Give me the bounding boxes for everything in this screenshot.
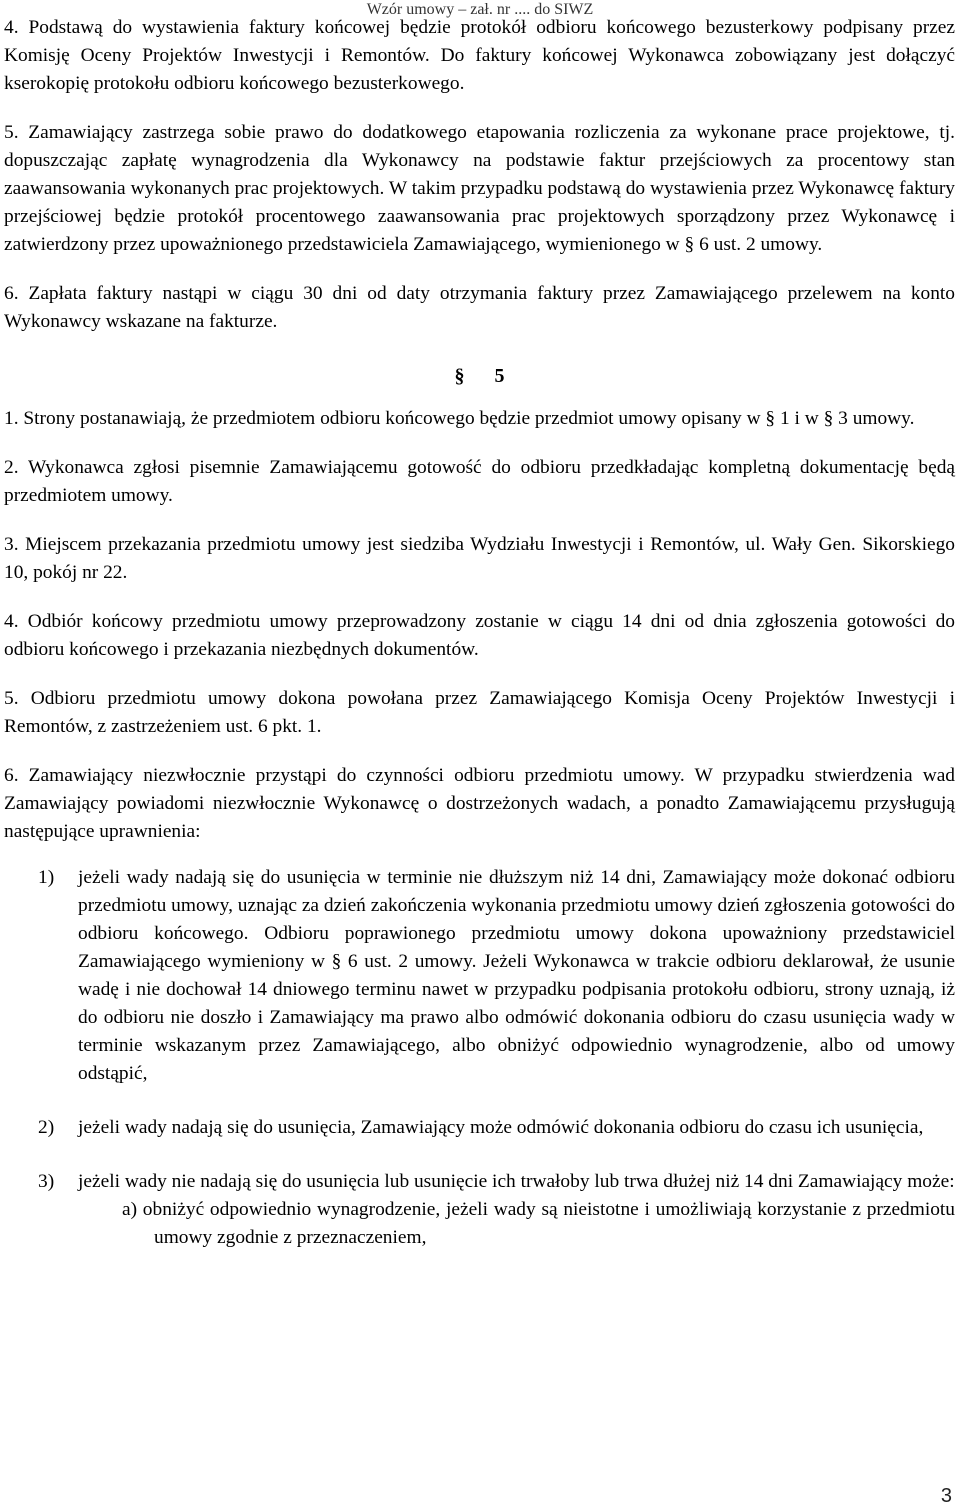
clause-5: 5. Odbioru przedmiotu umowy dokona powołana przez Zamawiającego Komisja Oceny Projektów Inwestycji i Remontów, z zastrzeżeniem ust. 6 pkt. 1. — [4, 688, 955, 737]
sublist-item-a: a) obniżyć odpowiednio wynagrodzenie, jeżeli wady są nieistotne i umożliwiają korzystanie z przedmiotu umowy zgodnie z przeznaczeniem, — [122, 1199, 955, 1248]
list-item-number: 3) — [38, 1171, 55, 1192]
list-item-text: jeżeli wady nadają się do usunięcia, Zamawiający może odmówić dokonania odbioru do czasu ich usunięcia, — [78, 1117, 924, 1138]
list-item — [38, 1114, 955, 1142]
list-item-number: 2) — [38, 1117, 55, 1138]
section-heading — [4, 362, 955, 390]
paragraph-4: 4. Podstawą do wystawienia faktury końcowej będzie protokół odbioru końcowego bezusterkowy podpisany przez Komisję Oceny Projektów Inwestycji i Remontów. Do faktury końcowej Wykonawca zobowiązany jest dołączyć kserokopię protokołu odbioru końcowego bezusterkowego. — [4, 17, 955, 94]
page-number: 3 — [940, 1485, 952, 1507]
section-symbol: § — [454, 365, 465, 387]
rights-list — [4, 864, 955, 1252]
list-item-text — [78, 1168, 955, 1252]
clause-6: 6. Zamawiający niezwłocznie przystąpi do czynności odbioru przedmiotu umowy. W przypadku stwierdzenia wad Zamawiający powiadomi niezwłocznie Wykonawcę o dostrzeżonych wadach, a ponadto Zamawiającemu przysługują następujące uprawnienia: — [4, 765, 955, 842]
clause-2: 2. Wykonawca zgłosi pisemnie Zamawiającemu gotowość do odbioru przedkładając kompletną dokumentację będą przedmiotem umowy. — [4, 457, 955, 506]
document-body — [4, 14, 955, 1252]
clause-3: 3. Miejscem przekazania przedmiotu umowy jest siedziba Wydziału Inwestycji i Remontów, ul. Wały Gen. Sikorskiego 10, pokój nr 22. — [4, 534, 955, 583]
list-item — [38, 1168, 955, 1252]
paragraph-5: 5. Zamawiający zastrzega sobie prawo do dodatkowego etapowania rozliczenia za wykonane prace projektowe, tj. dopuszczając zapłatę wynagrodzenia dla Wykonawcy na podstawie faktur przejściowych za procentowy stan zaawansowania wykonanych prac projektowych. W takim przypadku podstawą do wystawienia przez Wykonawcę faktury przejściowej będzie protokół procentowego zaawansowania prac projektowych sporządzony przez Wykonawcę i zatwierdzony przez upoważnionego przedstawiciela Zamawiającego, wymienionego w § 6 ust. 2 umowy. — [4, 122, 955, 255]
paragraph-6: 6. Zapłata faktury nastąpi w ciągu 30 dni od daty otrzymania faktury przez Zamawiającego przelewem na konto Wykonawcy wskazane na fakturze. — [4, 283, 955, 332]
clause-1: 1. Strony postanawiają, że przedmiotem odbioru końcowego będzie przedmiot umowy opisany w § 1 i w § 3 umowy. — [4, 408, 915, 429]
list-item-text: jeżeli wady nadają się do usunięcia w terminie nie dłuższym niż 14 dni, Zamawiający może dokonać odbioru przedmiotu umowy, uznając za dzień zakończenia wykonania przedmiotu umowy dzień zgłoszenia gotowości do odbioru końcowego. Odbioru poprawionego przedmiotu umowy dokona upoważniony przedstawiciel Zamawiającego wymieniony w § 6 ust. 2 umowy. Jeżeli Wykonawca w trakcie odbioru deklarował, że usunie wadę i nie dochował 14 dniowego terminu nawet w przypadku podpisania protokołu odbioru, strony uznają, iż do odbioru nie doszło i Zamawiający ma prawo albo odmówić dokonania odbioru do czasu usunięcia wady w terminie wskazanym przez Zamawiającego, albo obniżyć odpowiednio wynagrodzenie, albo od umowy odstąpić, — [78, 867, 955, 1084]
sublist — [122, 1196, 955, 1252]
list-item-text-main: jeżeli wady nie nadają się do usunięcia lub usunięcie ich trwałoby lub trwa dłużej niż 14 dni Zamawiający może: — [78, 1171, 955, 1192]
list-item — [38, 864, 955, 1088]
list-item-number: 1) — [38, 867, 55, 888]
section-number: 5 — [494, 365, 505, 387]
page-header: Wzór umowy – zał. nr .... do SIWZ — [366, 1, 594, 18]
clause-4: 4. Odbiór końcowy przedmiotu umowy przeprowadzony zostanie w ciągu 14 dni od dnia zgłoszenia gotowości do odbioru końcowego i przekazania niezbędnych dokumentów. — [4, 611, 955, 660]
